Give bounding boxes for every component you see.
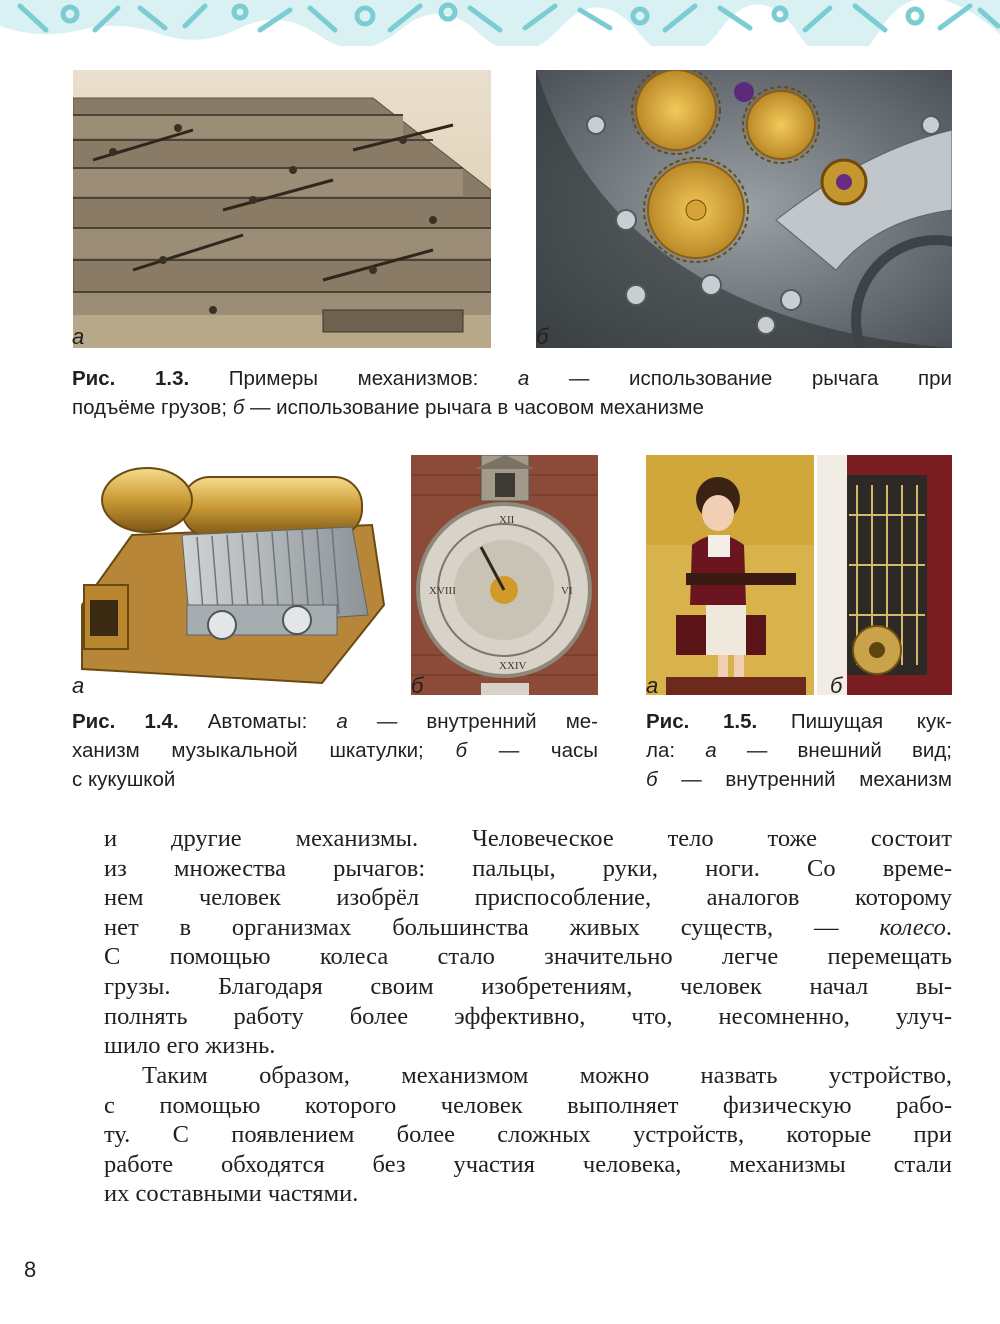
fig-1-4-caption — [72, 707, 598, 794]
body-line: шило его жизнь. — [104, 1032, 276, 1060]
body-line: полнять работу более эффективно, что, несомненно, улуч- — [104, 1002, 952, 1030]
body-line: грузы. Благодаря своим изобретениям, человек начал вы- — [104, 972, 952, 1000]
body-line: нем человек изобрёл приспособление, аналогов которому — [104, 884, 952, 912]
body-line: с помощью которого человек выполняет физическую рабо- — [104, 1091, 952, 1119]
svg-text:XVIII: XVIII — [429, 585, 456, 597]
fig-1-4-caption-a: а — [336, 710, 348, 733]
fig-1-4-caption-text-4: — часы — [467, 739, 598, 762]
fig-1-3-caption-label: Рис. 1.3. — [72, 367, 190, 390]
fig-1-3-caption-text-1: Примеры механизмов: — [228, 367, 518, 390]
fig-1-4-caption-text-5: с кукушкой — [72, 768, 176, 791]
body-line: С помощью колеса стало значительно легче перемещать — [104, 943, 952, 971]
fig-1-5-caption-label: Рис. 1.5. — [646, 710, 758, 733]
body-line: Таким образом, механизмом можно назвать устройство, — [142, 1062, 952, 1089]
fig-1-4-b-image — [411, 455, 598, 698]
fig-1-4-caption-text-2: — внутренний ме- — [347, 710, 599, 733]
fig-1-5-caption-text-4: — внутренний механизм — [657, 768, 952, 791]
body-term-wheel: колесо — [879, 913, 946, 941]
body-line-text: нет в организмах большинства живых существ, — — [104, 913, 880, 941]
fig-1-3-b-image — [536, 70, 952, 348]
svg-text:VI: VI — [561, 585, 573, 597]
svg-text:XII: XII — [499, 514, 515, 526]
svg-text:XXIV: XXIV — [499, 660, 527, 672]
fig-1-4-a-image — [72, 455, 392, 698]
fig-1-3-a-label: а — [72, 324, 85, 349]
fig-1-4-caption-b: б — [455, 739, 467, 762]
page-number: 8 — [24, 1257, 37, 1282]
fig-1-3-caption-b: б — [232, 396, 245, 419]
fig-1-5-caption-text-2: ла: — [646, 739, 706, 762]
fig-1-5-caption-text-3: — внешний вид; — [716, 739, 952, 762]
fig-1-5-caption-text-1: Пишущая кук- — [757, 710, 953, 733]
fig-1-4-caption-text-3: ханизм музыкальной шкатулки; — [72, 739, 456, 762]
fig-1-3-caption-text-2: — использование рычага при — [529, 367, 953, 390]
fig-1-3-a-image — [73, 70, 491, 348]
body-line: работе обходятся без участия человека, механизмы стали — [104, 1150, 952, 1178]
fig-1-4-caption-label: Рис. 1.4. — [72, 710, 179, 733]
fig-1-3-caption-text-4: — использование рычага в часовом механизме — [244, 396, 704, 419]
fig-1-5-caption-a: а — [705, 739, 717, 762]
body-line — [104, 913, 952, 943]
body-line: из множества рычагов: пальцы, руки, ноги. Со време- — [104, 854, 952, 882]
fig-1-3-caption — [72, 364, 952, 422]
fig-1-3-b-label: б — [536, 324, 549, 349]
fig-1-5-caption — [646, 707, 952, 794]
fig-1-5-a-label: а — [646, 673, 659, 698]
body-line: их составными частями. — [104, 1180, 359, 1208]
body-line: ту. С появлением более сложных устройств, которые при — [104, 1121, 952, 1149]
body-paragraph-1 — [104, 824, 952, 1061]
fig-1-4-b-label: б — [411, 673, 424, 698]
body-line-text: . — [945, 913, 952, 941]
fig-1-5-caption-b: б — [646, 768, 658, 791]
fig-1-3-caption-text-3: подъёме грузов; — [72, 396, 233, 419]
header-banner — [0, 0, 1000, 46]
body-paragraph-2 — [104, 1061, 952, 1209]
fig-1-4-caption-text-1: Автоматы: — [178, 710, 337, 733]
fig-1-3-caption-a: а — [517, 367, 530, 390]
body-line: и другие механизмы. Человеческое тело тоже состоит — [104, 825, 952, 852]
fig-1-5-b-image — [817, 455, 952, 698]
fig-1-5-a-image — [646, 455, 814, 698]
fig-1-4-a-label: а — [72, 673, 85, 698]
fig-1-5-b-label: б — [830, 673, 843, 698]
